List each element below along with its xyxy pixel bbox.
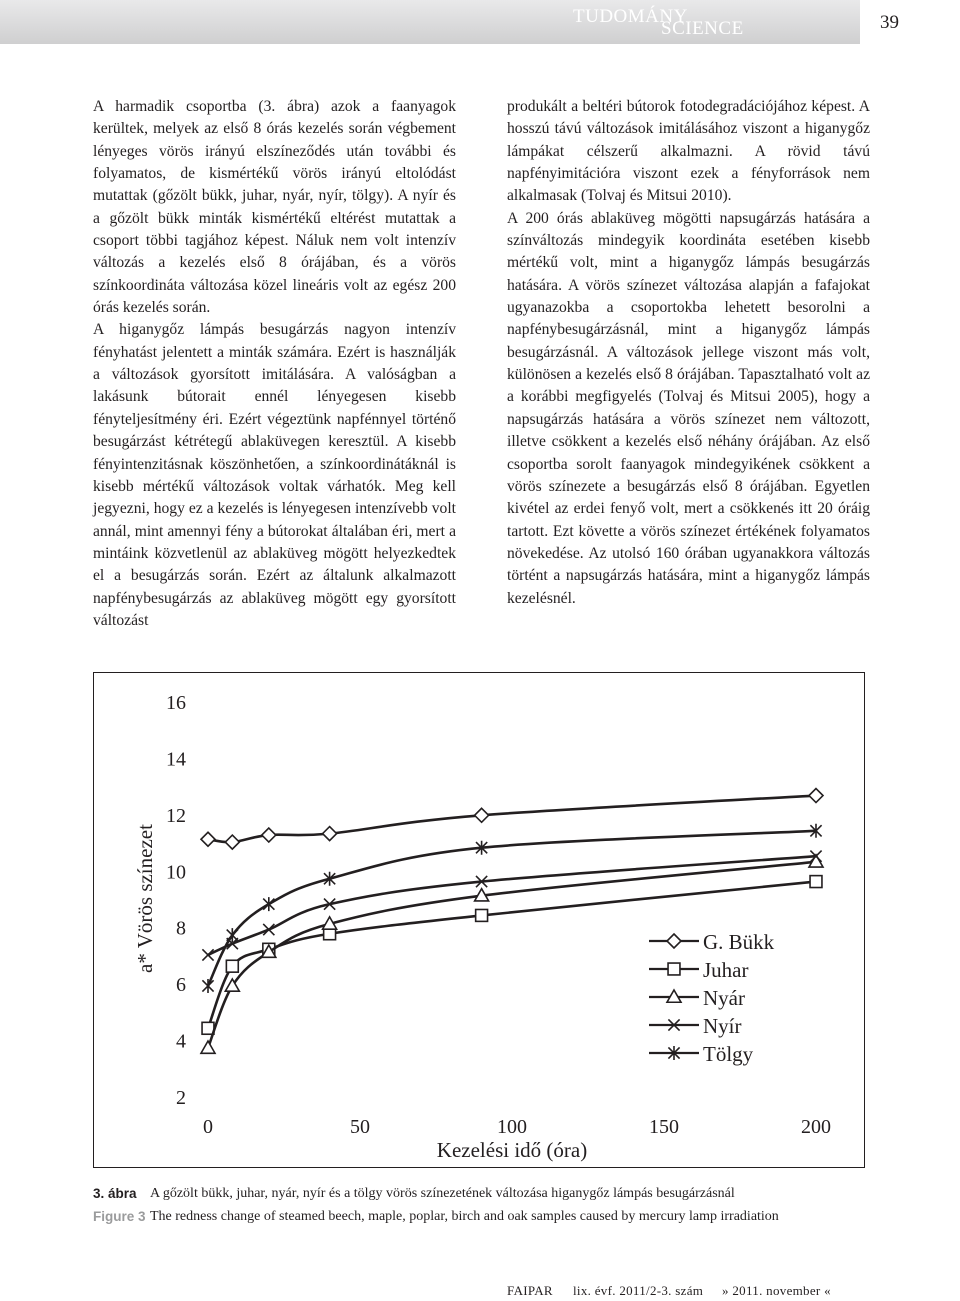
data-point-star xyxy=(227,928,238,942)
y-tick-label: 4 xyxy=(176,1030,186,1053)
legend-label: Juhar xyxy=(703,958,749,982)
x-tick-label: 200 xyxy=(801,1116,831,1138)
y-tick-label: 10 xyxy=(166,861,186,884)
data-point-square xyxy=(226,960,238,972)
data-point-diamond xyxy=(809,789,823,803)
data-point-square xyxy=(810,876,822,888)
caption-label-hu: 3. ábra xyxy=(93,1186,137,1201)
data-point-triangle xyxy=(201,1041,215,1053)
redness-line-chart xyxy=(94,673,864,1167)
header-bar xyxy=(0,0,960,44)
legend-label: Nyír xyxy=(703,1014,742,1038)
x-tick-label: 100 xyxy=(497,1116,527,1138)
paragraph: A higanygőz lámpás besugárzás nagyon intenzív fényhatást jelentett a minták számára. Ezért is használják a változások gyorsított imitálására. A valóságban a lakásunk bútorait ennél lényegesen kisebb fényteljesítmény éri. Ezért végeztünk napfénnyel történő besugárzást kétrétegű ablaküvegen keresztül. A kisebb fényintenzitásnak köszönhetően, a színkoordinátáknál is kisebb mértékű változások voltak várhatók. Meg kell jegyezni, hogy ez a kezelés is lényegesen intenzívebb volt annál, mint amennyi fény a bútorokat általában éri, mert a mintáink közvetlenül az ablaküveg mögött helyezkedtek el a besugárzás során. Ezért az általunk alkalmazott napfénybesugárzás az ablaküveg mögött egy gyorsított változást xyxy=(93,321,456,629)
x-axis-label: Kezelési idő (óra) xyxy=(436,1138,588,1162)
footer-date: » 2011. november « xyxy=(722,1283,831,1298)
data-point-diamond xyxy=(225,835,239,849)
footer-journal: FAIPAR xyxy=(507,1283,553,1298)
y-tick-label: 8 xyxy=(176,917,186,940)
data-point-diamond xyxy=(262,828,276,842)
y-tick-label: 12 xyxy=(166,804,186,827)
section-title-en: SCIENCE xyxy=(661,18,744,39)
y-axis-label: a* Vörös színezet xyxy=(133,824,157,973)
legend-label: Tölgy xyxy=(703,1042,754,1066)
x-tick-label: 50 xyxy=(350,1116,370,1138)
data-point-x xyxy=(263,924,274,935)
caption-text-hu: A gőzölt bükk, juhar, nyár, nyír és a tölgy vörös színezetének változása higanygőz lámpás besugárzásnál xyxy=(150,1186,735,1201)
body-column-right xyxy=(507,96,870,610)
page-number: 39 xyxy=(880,12,899,33)
figure-3-chart xyxy=(93,672,865,1168)
x-tick-label: 150 xyxy=(649,1116,679,1138)
body-column-left xyxy=(93,96,456,632)
data-point-diamond xyxy=(323,827,337,841)
data-point-star xyxy=(263,897,274,911)
y-tick-label: 14 xyxy=(166,748,186,771)
paragraph: produkált a beltéri bútorok fotodegradációjához képest. A hosszú távú változások imitálásához viszont a higanygőz lámpákat célszerű alkalmazni. A rövid távú napfényimitációra viszont ezek a fényforrások nem alkalmasak (Tolvaj és Mitsui 2010). xyxy=(507,98,870,205)
caption-text-en: The redness change of steamed beech, maple, poplar, birch and oak samples caused by mercury lamp irradiation xyxy=(150,1209,779,1224)
y-tick-label: 2 xyxy=(176,1087,186,1109)
footer-issue: lix. évf. 2011/2-3. szám xyxy=(573,1283,704,1298)
legend-label: G. Bükk xyxy=(703,930,775,954)
caption-label-en: Figure 3 xyxy=(93,1209,146,1224)
y-tick-label: 16 xyxy=(166,692,186,714)
paragraph: A 200 órás ablaküveg mögötti napsugárzás hatására a színváltozás mindegyik koordináta esetében kisebb mértékű volt, mint a higanygőz lámpás besugárzás hatására. A vörös színezet változása alapján a fafajokat ugyanazokba a csoportokba lehetett besorolni a napfénybesugárzásnál, mint a higanygőz lámpás besugárzásnál. A változások jellege viszont más volt, különösen a kezelés első 8 órájában. Tapasztalható volt az a korábbi megfigyelés (Tolvaj és Mitsui 2005), hogy a napsugárzás hatására a vörös színezet nem változott, illetve csökkent a kezelés első néhány órájában. Az első csoportba sorolt faanyagok mindegyikének csökkent a vörös színezete a besugárzás első 8 órájában. Egyetlen kivétel az erdei fenyő volt, mert a csökkenés itt 20 óráig tartott. Ezt követte a vörös színezet értékének folyamatos növekedése. Az utolsó 160 órában ugyanakkora változás történt a napsugárzás hatására, mint a higanygőz lámpás kezelésnél. xyxy=(507,209,870,607)
data-point-square xyxy=(476,909,488,921)
legend-marker-square xyxy=(668,963,680,975)
page-number-tab xyxy=(860,0,960,44)
legend-label: Nyár xyxy=(703,986,745,1010)
data-point-x xyxy=(202,949,213,960)
y-tick-label: 6 xyxy=(176,974,186,997)
data-point-star xyxy=(202,979,213,993)
paragraph: A harmadik csoportba (3. ábra) azok a faanyagok kerültek, melyek az első 8 órás kezelés során végbement lényeges vörös irányú elszíneződés után további és folyamatos, de kismértékű vörös irányú eltolódást mutattak (gőzölt bükk, juhar, nyár, nyír, tölgy). A nyír és a gőzölt bükk minták kismértékű eltérést mutattak a csoport többi tagjához képest. Náluk nem volt intenzív változás a kezelés első 8 órájában, és a vörös színkoordináta változása közel lineáris volt az egész 200 órás kezelés során. xyxy=(93,98,456,317)
section-title-hu: TUDOMÁNY xyxy=(573,6,688,27)
legend-marker-diamond xyxy=(667,934,681,948)
data-point-diamond xyxy=(475,808,489,822)
data-point-diamond xyxy=(201,832,215,846)
x-tick-label: 0 xyxy=(203,1116,213,1138)
